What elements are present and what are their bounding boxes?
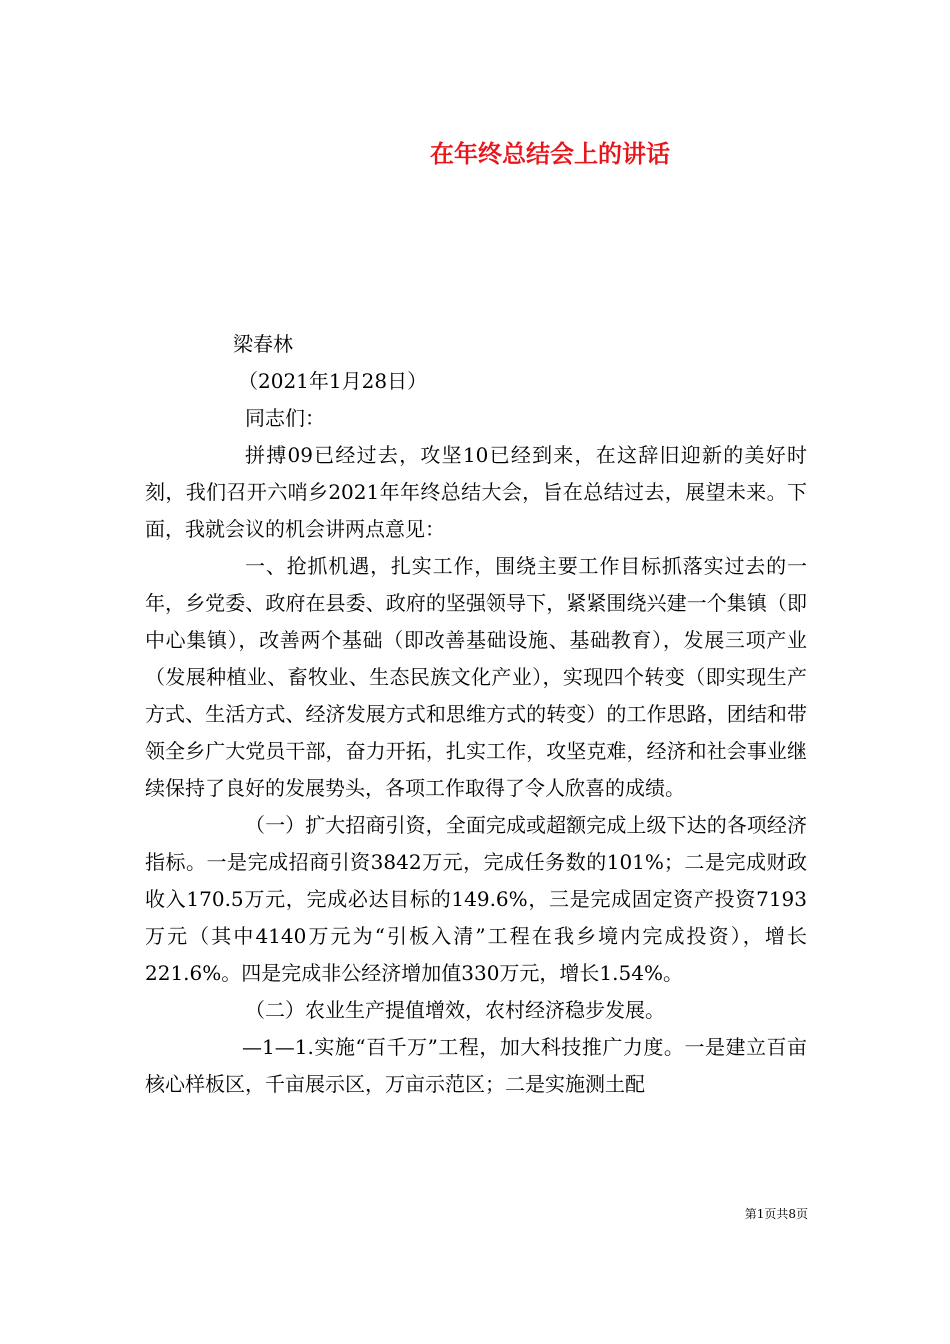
paragraph-subsection-one: （一）扩大招商引资，全面完成或超额完成上级下达的各项经济指标。一是完成招商引资3842万元，完成任务数的101%；二是完成财政收入170.5万元，完成必达目标的149.6%，三是完成固定资产投资7193万元（其中4140万元为“引板入清”工程在我乡境内完成投资），增长221.6%。四是完成非公经济增加值330万元，增长1.54%。 [145, 813, 807, 985]
greeting: 同志们： [245, 406, 325, 430]
paragraph-item-one: —1—1.实施“百千万”工程，加大科技推广力度。一是建立百亩核心样板区，千亩展示区，万亩示范区；二是实施测土配 [145, 1035, 807, 1096]
document-body [145, 326, 807, 1103]
paragraph-section-one: 一、抢抓机遇，扎实工作，围绕主要工作目标抓落实过去的一年，乡党委、政府在县委、政府的坚强领导下，紧紧围绕兴建一个集镇（即中心集镇），改善两个基础（即改善基础设施、基础教育），发展三项产业（发展种植业、畜牧业、生态民族文化产业），实现四个转变（即实现生产方式、生活方式、经济发展方式和思维方式的转变）的工作思路，团结和带领全乡广大党员干部，奋力开拓，扎实工作，攻坚克难，经济和社会事业继续保持了良好的发展势头，各项工作取得了令人欣喜的成绩。 [145, 554, 807, 800]
speech-date: （2021年1月28日） [238, 369, 428, 393]
author-name: 梁春林 [233, 332, 293, 356]
paragraph-intro: 拼搏09已经过去，攻坚10已经到来，在这辞旧迎新的美好时刻，我们召开六哨乡2021年年终总结大会，旨在总结过去，展望未来。下面，我就会议的机会讲两点意见： [145, 443, 807, 541]
paragraph-subsection-two: （二）农业生产提值增效，农村经济稳步发展。 [245, 998, 665, 1022]
page-footer: 第1页共8页 [744, 1207, 808, 1221]
document-title: 在年终总结会上的讲话 [430, 139, 670, 168]
